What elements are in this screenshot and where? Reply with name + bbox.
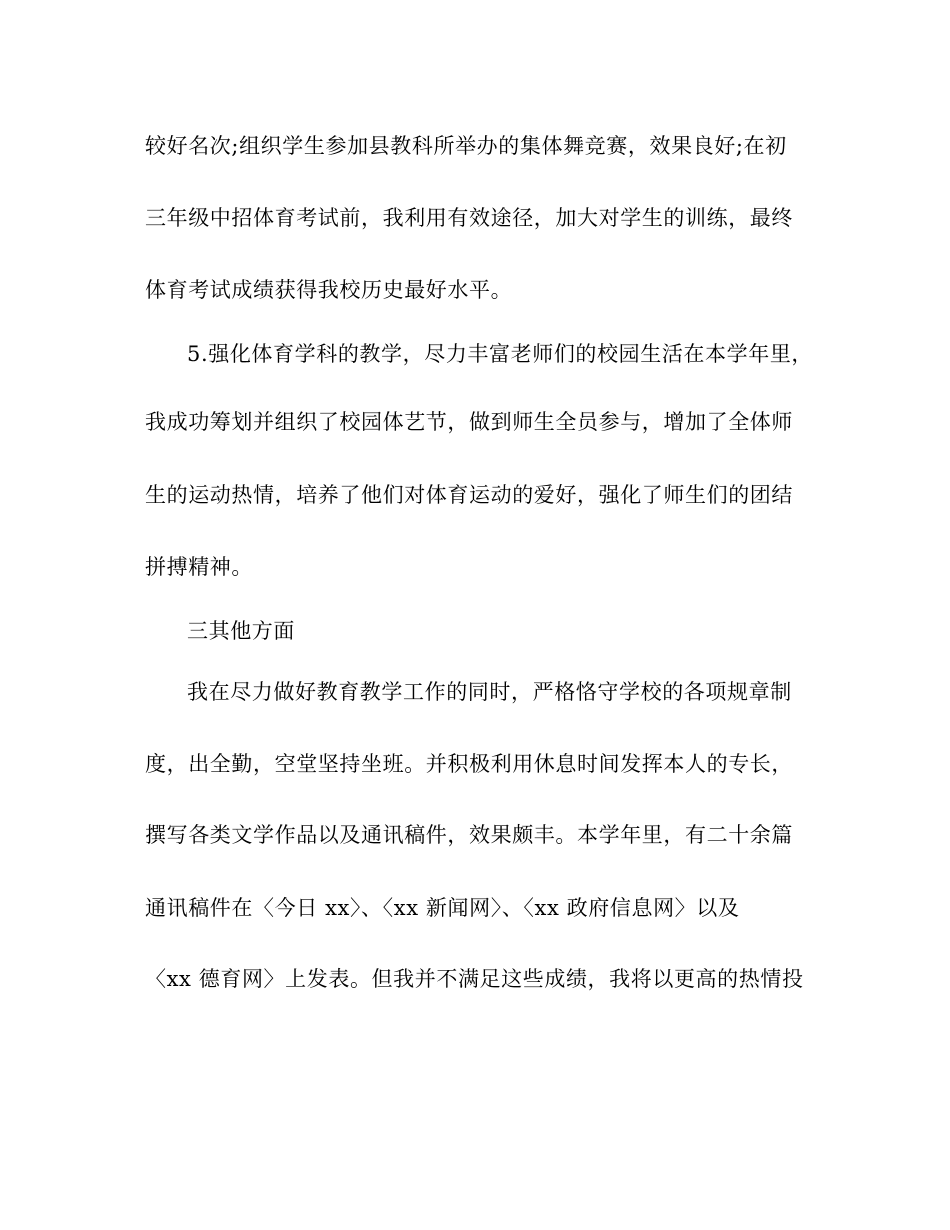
- paragraph-line: 三年级中招体育考试前，我利用有效途径，加大对学生的训练，最终: [145, 206, 793, 230]
- paragraph-line: 〈xx 德育网〉上发表。但我并不满足这些成绩，我将以更高的热情投: [145, 967, 804, 991]
- paragraph-line: 较好名次;组织学生参加县教科所举办的集体舞竞赛，效果良好;在初: [145, 134, 787, 158]
- paragraph-line: 拼搏精神。: [145, 555, 253, 579]
- section-heading: 三其他方面: [187, 619, 295, 643]
- paragraph-line: 5.强化体育学科的教学，尽力丰富老师们的校园生活在本学年里，: [187, 342, 814, 366]
- paragraph-line: 度，出全勤，空堂坚持坐班。并积极利用休息时间发挥本人的专长，: [145, 752, 793, 776]
- paragraph-line: 我成功筹划并组织了校园体艺节，做到师生全员参与，增加了全体师: [145, 410, 793, 434]
- paragraph-line: 我在尽力做好教育教学工作的同时，严格恪守学校的各项规章制: [187, 680, 792, 704]
- paragraph-line: 通讯稿件在〈今日 xx〉、〈xx 新闻网〉、〈xx 政府信息网〉以及: [145, 896, 740, 920]
- paragraph-line: 体育考试成绩获得我校历史最好水平。: [145, 278, 513, 302]
- paragraph-line: 撰写各类文学作品以及通讯稿件，效果颇丰。本学年里，有二十余篇: [145, 823, 793, 847]
- paragraph-line: 生的运动热情，培养了他们对体育运动的爱好，强化了师生们的团结: [145, 483, 793, 507]
